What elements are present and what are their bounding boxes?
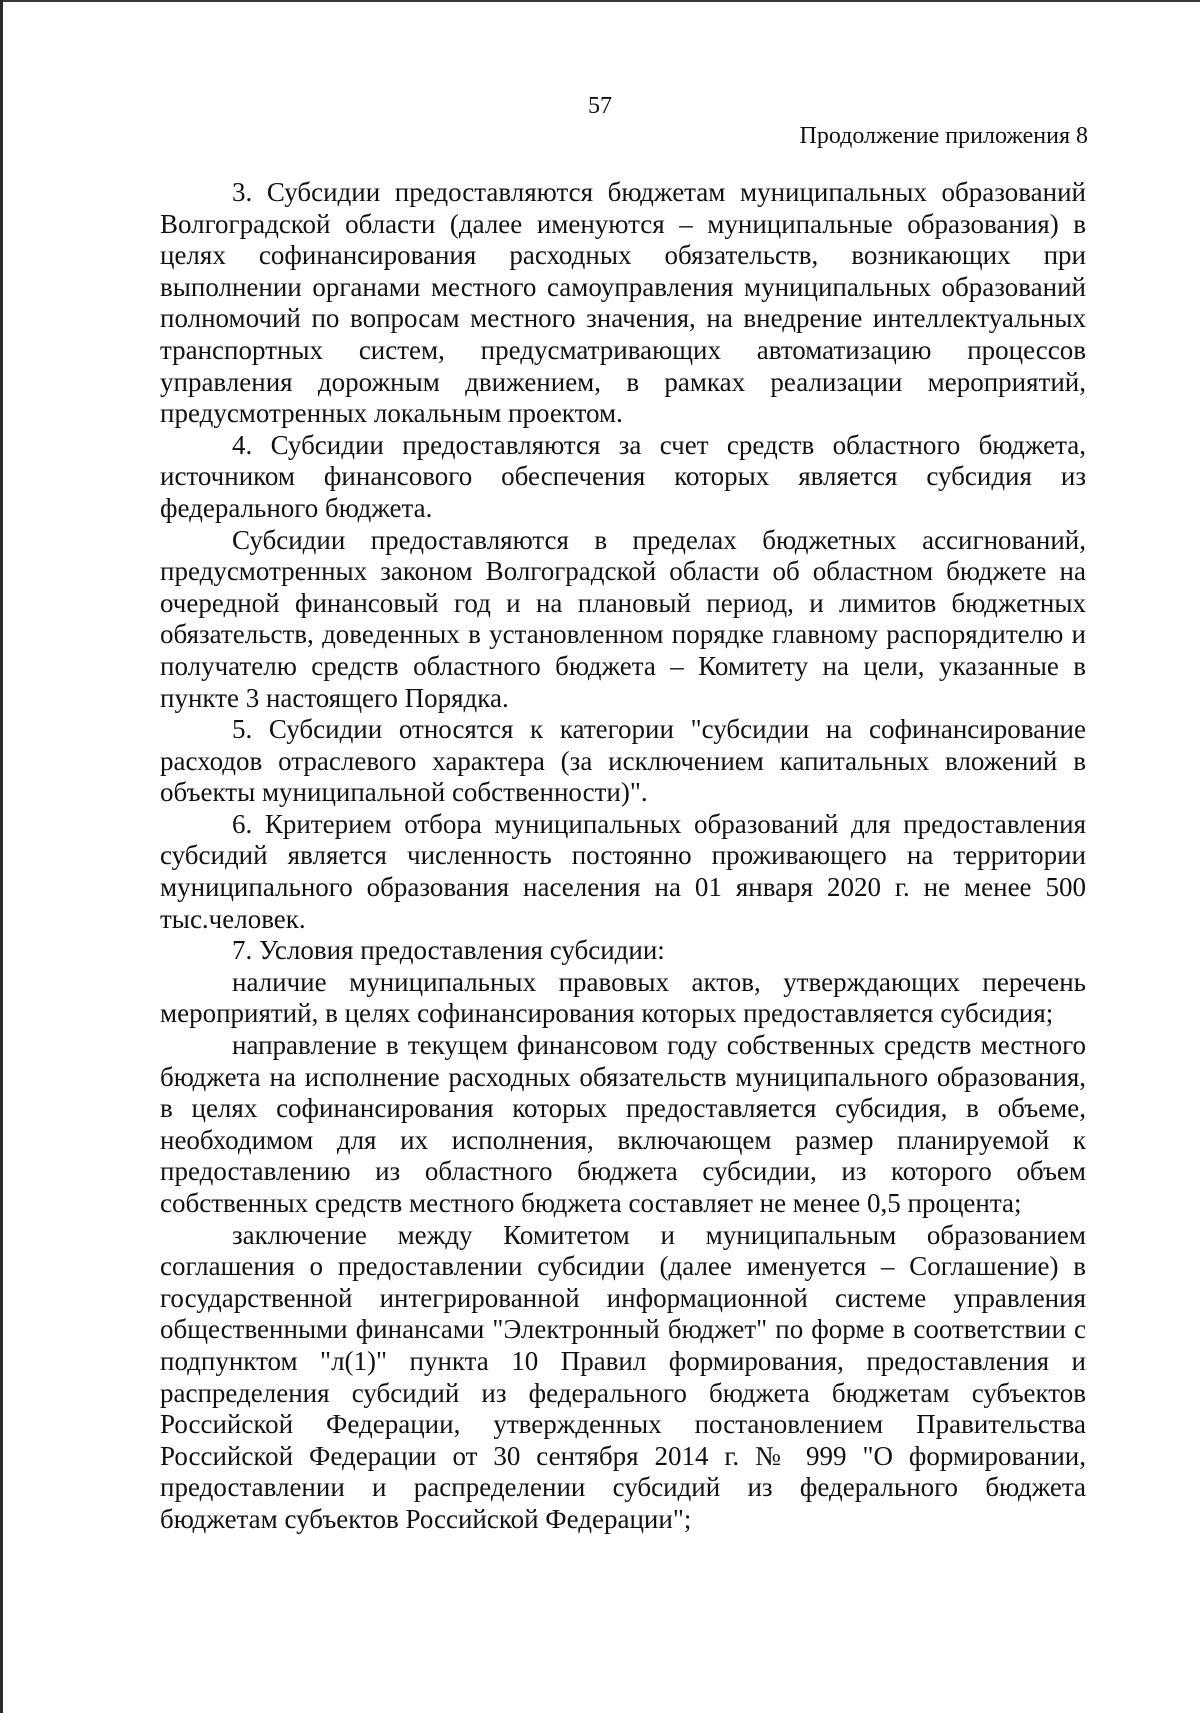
condition-agreement: заключение между Комитетом и муниципальным образованием соглашения о предоставлении субсидии (далее именуется – Соглашение) в государственной интегрированной информационной системе управления общественными финансами "Электронный бюджет" по форме в соответствии с подпунктом "л(1)" пункта 10 Правил формирования, предоставления и распределения субсидий из федерального бюджета бюджетам субъектов Российской Федерации, утвержденных постановлением Правительства Российской Федерации от 30 сентября 2014 г. № 999 "О формировании, предоставлении и распределении субсидий из федерального бюджета бюджетам субъектов Российской Федерации"; <box>160 1219 1086 1534</box>
document-body <box>160 177 1086 1536</box>
condition-own-funds: направление в текущем финансовом году собственных средств местного бюджета на исполнение расходных обязательств муниципального образования, в целях софинансирования которых предоставляется субсидия, в объеме, необходимом для их исполнения, включающем размер планируемой к предоставлению из областного бюджета субсидии, из которого объем собственных средств местного бюджета составляет не менее 0,5 процента; <box>160 1030 1086 1218</box>
page-number: 57 <box>588 93 612 119</box>
scan-edge-top <box>0 0 1200 2</box>
condition-legal-acts: наличие муниципальных правовых актов, утверждающих перечень мероприятий, в целях софинансирования которых предоставляется субсидия; <box>160 966 1086 1029</box>
appendix-continuation-note: Продолжение приложения 8 <box>799 123 1088 149</box>
paragraph-3: 3. Субсидии предоставляются бюджетам муниципальных образований Волгоградской области (далее именуются – муниципальные образования) в целях софинансирования расходных обязательств, возникающих при выполнении органами местного самоуправления муниципальных образований полномочий по вопросам местного значения, на внедрение интеллектуальных транспортных систем, предусматривающих автоматизацию процессов управления дорожным движением, в рамках реализации мероприятий, предусмотренных локальным проектом. <box>160 177 1086 429</box>
paragraph-4-budget-limits: Субсидии предоставляются в пределах бюджетных ассигнований, предусмотренных законом Волгоградской области об областном бюджете на очередной финансовый год и на плановый период, и лимитов бюджетных обязательств, доведенных в установленном порядке главному распорядителю и получателю средств областного бюджета – Комитету на цели, указанные в пункте 3 настоящего Порядка. <box>160 524 1086 713</box>
paragraph-6: 6. Критерием отбора муниципальных образований для предоставления субсидий является численность постоянно проживающего на территории муниципального образования населения на 01 января 2020 г. не менее 500 тыс.человек. <box>160 808 1086 934</box>
paragraph-4: 4. Субсидии предоставляются за счет средств областного бюджета, источником финансового обеспечения которых является субсидия из федерального бюджета. <box>160 429 1086 523</box>
scan-edge-left <box>0 0 3 1713</box>
paragraph-5: 5. Субсидии относятся к категории "субсидии на софинансирование расходов отраслевого характера (за исключением капитальных вложений в объекты муниципальной собственности)". <box>160 714 1086 808</box>
paragraph-7-heading: 7. Условия предоставления субсидии: <box>232 935 665 966</box>
